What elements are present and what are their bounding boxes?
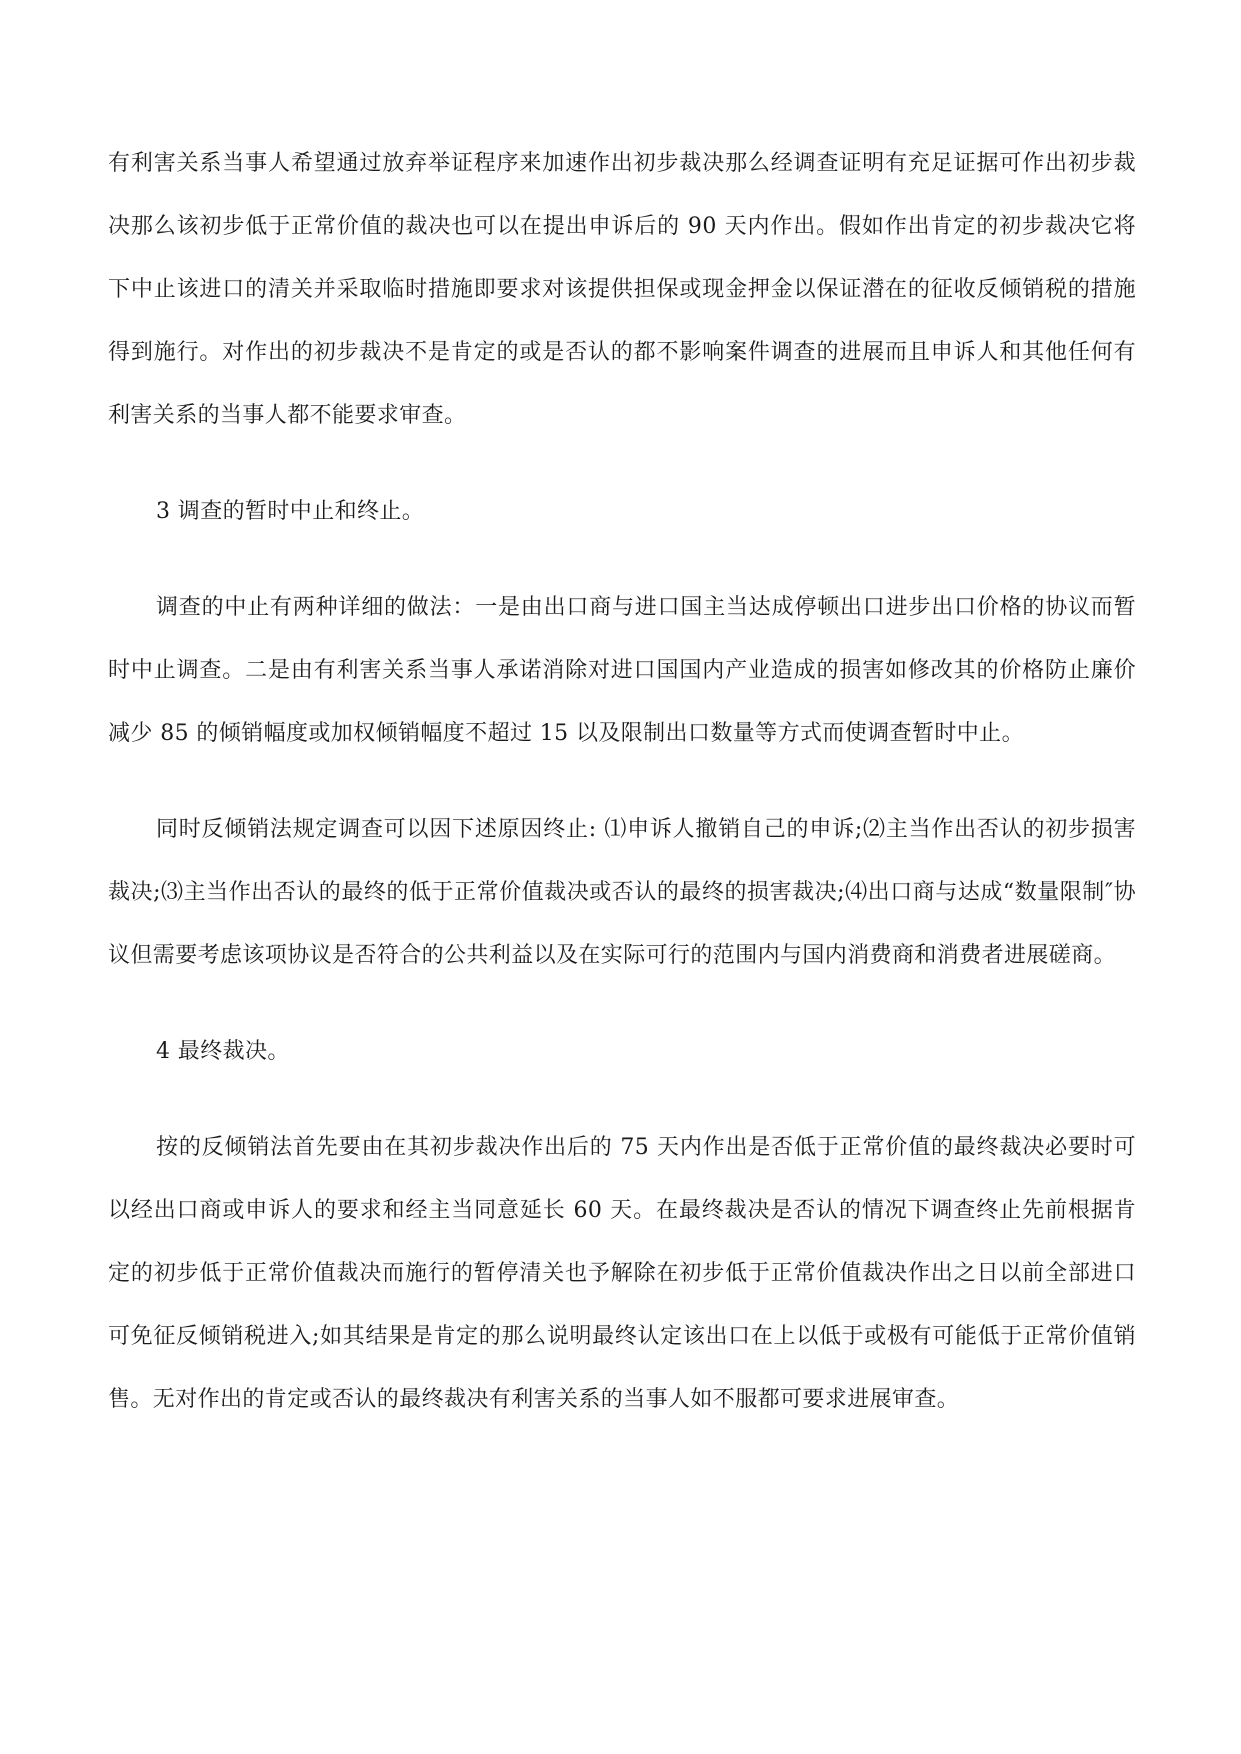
paragraph-suspension-methods: 调查的中止有两种详细的做法：一是由出口商与进口国主当达成停顿出口进步出口价格的协议而暂时中止调查。二是由有利害关系当事人承诺消除对进口国国内产业造成的损害如修改其的价格防止廉价减少 85 的倾销幅度或加权倾销幅度不超过 15 以及限制出口数量等方式而使调查暂时中止。 [108, 595, 1136, 746]
paragraph-preliminary-ruling: 有利害关系当事人希望通过放弃举证程序来加速作出初步裁决那么经调查证明有充足证据可作出初步裁决那么该初步低于正常价值的裁决也可以在提出申诉后的 90 天内作出。假如作出肯定的初步裁决它将下中止该进口的清关并采取临时措施即要求对该提供担保或现金押金以保证潜在的征收反倾销税的措施得到施行。对作出的初步裁决不是肯定的或是否认的都不影响案件调查的进展而且申诉人和其他任何有利害关系的当事人都不能要求审查。 [108, 151, 1136, 428]
heading-final-ruling: 4 最终裁决。 [156, 1039, 290, 1064]
heading-suspension-termination: 3 调查的暂时中止和终止。 [156, 499, 425, 524]
paragraph-termination-reasons: 同时反倾销法规定调查可以因下述原因终止: ⑴申诉人撤销自己的申诉;⑵主当作出否认的初步损害裁决;⑶主当作出否认的最终的低于正常价值裁决或否认的最终的损害裁决;⑷出口商与达成“数量限制″协议但需要考虑该项协议是否符合的公共利益以及在实际可行的范围内与国内消费商和消费者进展磋商。 [108, 817, 1136, 968]
document-page [108, 132, 1136, 1431]
paragraph-final-ruling: 按的反倾销法首先要由在其初步裁决作出后的 75 天内作出是否低于正常价值的最终裁决必要时可以经出口商或申诉人的要求和经主当同意延长 60 天。在最终裁决是否认的情况下调查终止先前根据肯定的初步低于正常价值裁决而施行的暂停清关也予解除在初步低于正常价值裁决作出之日以前全部进口可免征反倾销税进入;如其结果是肯定的那么说明最终认定该出口在上以低于或极有可能低于正常价值销售。无对作出的肯定或否认的最终裁决有利害关系的当事人如不服都可要求进展审查。 [108, 1135, 1136, 1412]
